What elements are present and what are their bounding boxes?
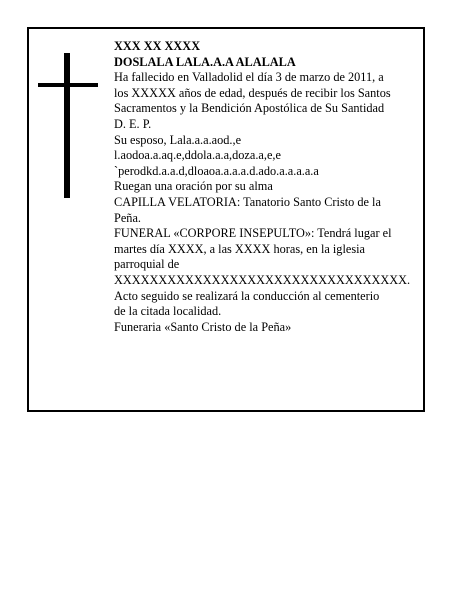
notice-line: Ruegan una oración por su alma bbox=[114, 179, 273, 194]
deceased-name: DOSLALA LALA.A.A ALALALA bbox=[114, 54, 296, 69]
notice-line: CAPILLA VELATORIA: Tanatorio Santo Cristo de la bbox=[114, 194, 381, 209]
notice-line: Funeraria «Santo Cristo de la Peña» bbox=[114, 319, 292, 334]
notice-header: XXX XX XXXX bbox=[114, 39, 201, 53]
notice-line: Sacramentos y la Bendición Apostólica de Su Santidad bbox=[114, 101, 385, 116]
notice-line: de la citada localidad. bbox=[114, 304, 222, 319]
obituary-text bbox=[114, 39, 432, 335]
notice-line: XXXXXXXXXXXXXXXXXXXXXXXXXXXXXXXXX. bbox=[114, 272, 411, 287]
notice-line: Su esposo, Lala.a.a.aod.,e bbox=[114, 132, 242, 147]
cross-horizontal-bar bbox=[38, 83, 98, 87]
notice-line: martes día XXXX, a las XXXX horas, en la iglesia bbox=[114, 241, 365, 256]
notice-line: `perodkd.a.a.d,dloaoa.a.a.a.d.ado.a.a.a.a.a bbox=[114, 163, 319, 178]
notice-line: los XXXXX años de edad, después de recibir los Santos bbox=[114, 85, 391, 100]
notice-line: Ha fallecido en Valladolid el día 3 de marzo de 2011, a bbox=[114, 70, 384, 85]
notice-line: Acto seguido se realizará la conducción al cementerio bbox=[114, 288, 380, 303]
notice-line: D. E. P. bbox=[114, 116, 152, 131]
cross-vertical-bar bbox=[64, 53, 70, 198]
latin-cross-icon bbox=[38, 53, 98, 198]
notice-line: Peña. bbox=[114, 210, 141, 225]
notice-line: parroquial de bbox=[114, 257, 180, 272]
notice-line: FUNERAL «CORPORE INSEPULTO»: Tendrá lugar el bbox=[114, 226, 392, 241]
notice-line: l.aodoa.a.aq.e,ddola.a.a,doza.a,e,e bbox=[114, 148, 281, 163]
